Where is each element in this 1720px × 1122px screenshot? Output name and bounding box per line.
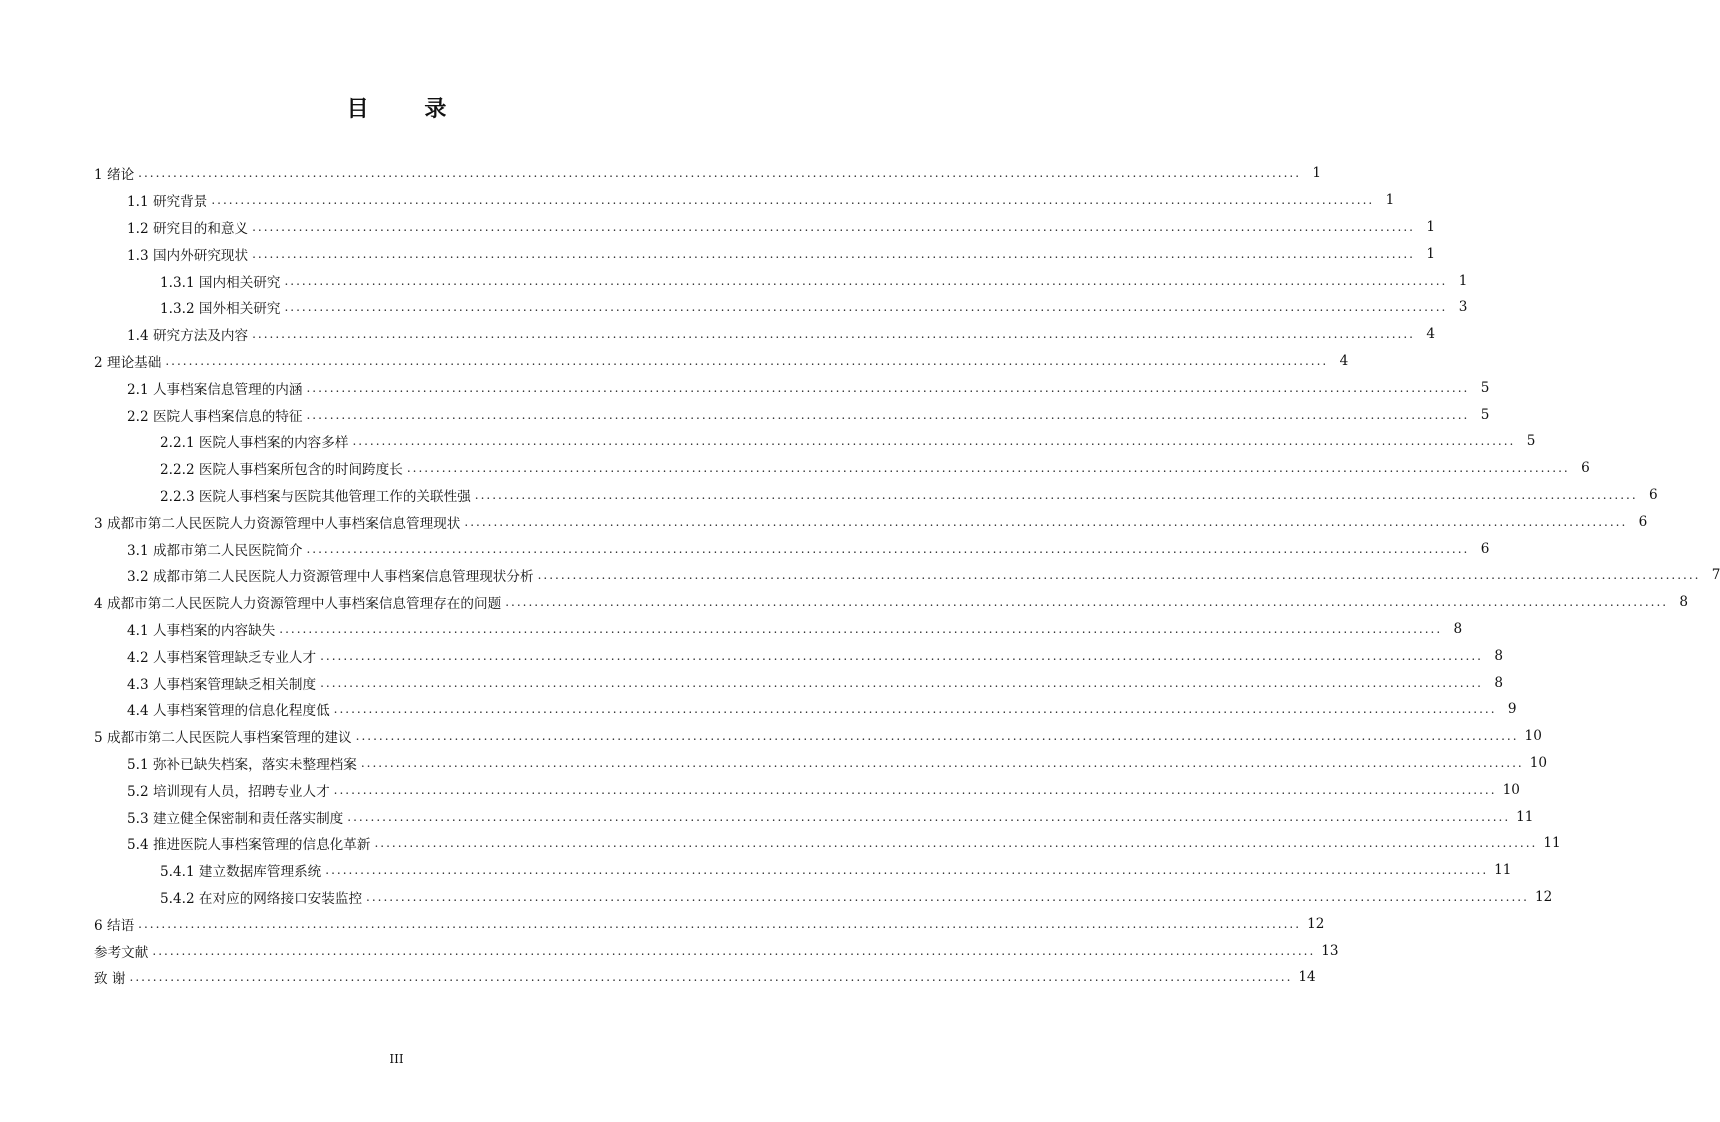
toc-entry-title: 2.2.3 医院人事档案与医院其他管理工作的关联性强 <box>160 488 471 505</box>
toc-entry[interactable] <box>94 428 1536 455</box>
toc-entry-title: 5.4.1 建立数据库管理系统 <box>160 864 322 881</box>
toc-entry[interactable] <box>94 535 1490 562</box>
toc-entry-title: 1.2 研究目的和意义 <box>127 220 249 237</box>
toc-entry-page: 7 <box>1711 567 1720 584</box>
toc-entry[interactable] <box>94 696 1517 723</box>
toc-entry[interactable] <box>94 455 1590 482</box>
toc-entry-title: 5.4 推进医院人事档案管理的信息化革新 <box>127 837 371 854</box>
toc-entry[interactable] <box>94 830 1561 857</box>
toc-dot-leader: ........................................................................................................................................................................................................ <box>165 353 1329 368</box>
toc-entry-title: 1.4 研究方法及内容 <box>127 328 249 345</box>
toc-entry-title: 2.2.1 医院人事档案的内容多样 <box>160 435 349 452</box>
toc-entry-title: 1.3.1 国内相关研究 <box>160 274 281 291</box>
toc-entry[interactable] <box>94 723 1542 750</box>
toc-entry-page: 8 <box>1679 594 1689 611</box>
toc-entry-page: 11 <box>1543 835 1561 852</box>
toc-entry-page: 1 <box>1426 218 1435 235</box>
toc-entry-title: 2 理论基础 <box>94 354 162 371</box>
toc-entry-title: 3.1 成都市第二人民医院简介 <box>127 542 303 559</box>
toc-entry-title: 2.2 医院人事档案信息的特征 <box>127 408 303 425</box>
toc-entry-page: 8 <box>1494 674 1503 691</box>
toc-entry[interactable] <box>94 589 1689 616</box>
toc-entry[interactable] <box>94 669 1503 696</box>
toc-entry-title: 5.2 培训现有人员，招聘专业人才 <box>127 783 330 800</box>
toc-entry-page: 12 <box>1534 888 1553 905</box>
toc-entry[interactable] <box>94 187 1395 214</box>
toc-entry[interactable] <box>94 937 1339 964</box>
toc-entry-page: 10 <box>1529 754 1548 771</box>
toc-entry-title: 4.3 人事档案管理缺乏相关制度 <box>127 676 317 693</box>
toc-entry[interactable] <box>94 964 1316 991</box>
toc-list <box>94 160 1720 991</box>
toc-entry[interactable] <box>94 160 1322 187</box>
toc-dot-leader: ........................................................................................................................................................................................................ <box>138 916 1302 931</box>
toc-dot-leader: ........................................................................................................................................................................................................ <box>366 889 1529 904</box>
toc-entry-title: 5.4.2 在对应的网络接口安装监控 <box>160 890 363 907</box>
toc-entry-page: 5 <box>1480 379 1490 396</box>
toc-dot-leader: ........................................................................................................................................................................................................ <box>352 434 1516 449</box>
toc-dot-leader: ........................................................................................................................................................................................................ <box>374 836 1538 851</box>
toc-dot-leader: ........................................................................................................................................................................................................ <box>464 514 1628 529</box>
toc-entry-page: 1 <box>1385 192 1395 209</box>
toc-entry-title: 4.2 人事档案管理缺乏专业人才 <box>127 649 317 666</box>
toc-entry[interactable] <box>94 348 1349 375</box>
toc-entry-title: 4.1 人事档案的内容缺失 <box>127 622 276 639</box>
toc-dot-leader: ........................................................................................................................................................................................................ <box>360 755 1524 770</box>
toc-title: 目 录 <box>346 96 471 122</box>
toc-entry-page: 1 <box>1458 272 1468 289</box>
toc-entry[interactable] <box>94 910 1325 937</box>
toc-entry-page: 4 <box>1426 326 1435 343</box>
toc-entry-page: 6 <box>1649 486 1658 503</box>
toc-dot-leader: ........................................................................................................................................................................................................ <box>306 541 1470 556</box>
toc-entry-title: 致 谢 <box>94 971 126 988</box>
toc-dot-leader: ........................................................................................................................................................................................................ <box>505 595 1669 610</box>
toc-entry-title: 1.3.2 国外相关研究 <box>160 301 281 318</box>
toc-dot-leader: ........................................................................................................................................................................................................ <box>252 327 1415 342</box>
toc-dot-leader: ........................................................................................................................................................................................................ <box>320 675 1483 690</box>
toc-dot-leader: ........................................................................................................................................................................................................ <box>138 166 1302 181</box>
toc-entry-page: 11 <box>1494 862 1512 879</box>
toc-entry-title: 1.3 国内外研究现状 <box>127 247 249 264</box>
toc-entry[interactable] <box>94 214 1435 241</box>
toc-dot-leader: ........................................................................................................................................................................................................ <box>320 648 1483 663</box>
toc-entry[interactable] <box>94 294 1468 321</box>
toc-dot-leader: ........................................................................................................................................................................................................ <box>406 461 1570 476</box>
toc-entry-title: 参考文献 <box>94 944 149 961</box>
toc-entry-page: 1 <box>1312 165 1322 182</box>
toc-dot-leader: ........................................................................................................................................................................................................ <box>537 568 1701 583</box>
toc-entry-title: 3 成都市第二人民医院人力资源管理中人事档案信息管理现状 <box>94 515 461 532</box>
toc-entry-page: 12 <box>1307 915 1325 932</box>
toc-entry[interactable] <box>94 267 1468 294</box>
page-number: III <box>389 1052 404 1066</box>
toc-entry[interactable] <box>94 616 1463 643</box>
toc-entry-title: 1.1 研究背景 <box>127 194 208 211</box>
toc-entry[interactable] <box>94 508 1648 535</box>
toc-dot-leader: ........................................................................................................................................................................................................ <box>306 380 1470 395</box>
toc-dot-leader: ........................................................................................................................................................................................................ <box>129 970 1293 985</box>
toc-entry-page: 13 <box>1321 942 1339 959</box>
toc-entry-title: 6 结语 <box>94 917 135 934</box>
toc-entry-page: 5 <box>1526 433 1536 450</box>
toc-entry[interactable] <box>94 374 1490 401</box>
toc-entry[interactable] <box>94 240 1435 267</box>
toc-dot-leader: ........................................................................................................................................................................................................ <box>252 246 1415 261</box>
toc-entry-page: 4 <box>1339 352 1349 369</box>
toc-dot-leader: ........................................................................................................................................................................................................ <box>333 782 1497 797</box>
toc-entry-title: 5 成都市第二人民医院人事档案管理的建议 <box>94 730 352 747</box>
toc-dot-leader: ........................................................................................................................................................................................................ <box>325 863 1489 878</box>
toc-dot-leader: ........................................................................................................................................................................................................ <box>279 621 1443 636</box>
toc-entry-title: 5.1 弥补已缺失档案，落实未整理档案 <box>127 756 357 773</box>
toc-entry-title: 1 绪论 <box>94 167 135 184</box>
toc-entry-title: 3.2 成都市第二人民医院人力资源管理中人事档案信息管理现状分析 <box>127 569 534 586</box>
toc-entry-page: 8 <box>1494 647 1503 664</box>
toc-entry-page: 10 <box>1502 781 1520 798</box>
toc-entry[interactable] <box>94 321 1435 348</box>
toc-entry[interactable] <box>94 884 1553 911</box>
toc-dot-leader: ........................................................................................................................................................................................................ <box>474 487 1638 502</box>
toc-dot-leader: ........................................................................................................................................................................................................ <box>306 407 1470 422</box>
toc-dot-leader: ........................................................................................................................................................................................................ <box>284 273 1448 288</box>
toc-entry[interactable] <box>94 857 1512 884</box>
toc-entry[interactable] <box>94 642 1503 669</box>
toc-entry-page: 11 <box>1516 808 1534 825</box>
toc-dot-leader: ........................................................................................................................................................................................................ <box>333 702 1497 717</box>
toc-entry-page: 5 <box>1480 406 1490 423</box>
toc-entry[interactable] <box>94 750 1548 777</box>
toc-dot-leader: ........................................................................................................................................................................................................ <box>355 729 1519 744</box>
toc-entry-page: 10 <box>1524 728 1542 745</box>
toc-entry[interactable] <box>94 803 1534 830</box>
toc-entry-title: 2.1 人事档案信息管理的内涵 <box>127 381 303 398</box>
toc-entry-page: 6 <box>1581 460 1590 477</box>
toc-dot-leader: ........................................................................................................................................................................................................ <box>347 809 1511 824</box>
toc-entry-page: 3 <box>1458 299 1468 316</box>
toc-entry-title: 2.2.2 医院人事档案所包含的时间跨度长 <box>160 462 403 479</box>
toc-entry-title: 4 成都市第二人民医院人力资源管理中人事档案信息管理存在的问题 <box>94 596 502 613</box>
toc-entry-page: 14 <box>1298 969 1316 986</box>
toc-dot-leader: ........................................................................................................................................................................................................ <box>284 300 1448 315</box>
toc-entry-page: 8 <box>1453 620 1463 637</box>
toc-entry-page: 1 <box>1426 245 1435 262</box>
toc-entry-title: 4.4 人事档案管理的信息化程度低 <box>127 703 330 720</box>
toc-entry-page: 6 <box>1638 513 1648 530</box>
toc-entry-page: 6 <box>1480 540 1490 557</box>
toc-entry-page: 9 <box>1507 701 1517 718</box>
toc-entry[interactable] <box>94 401 1490 428</box>
toc-dot-leader: ........................................................................................................................................................................................................ <box>211 193 1375 208</box>
toc-dot-leader: ........................................................................................................................................................................................................ <box>152 943 1316 958</box>
toc-dot-leader: ........................................................................................................................................................................................................ <box>252 219 1415 234</box>
toc-entry-title: 5.3 建立健全保密制和责任落实制度 <box>127 810 344 827</box>
toc-entry[interactable] <box>94 562 1720 589</box>
toc-entry[interactable] <box>94 482 1658 509</box>
toc-entry[interactable] <box>94 776 1520 803</box>
